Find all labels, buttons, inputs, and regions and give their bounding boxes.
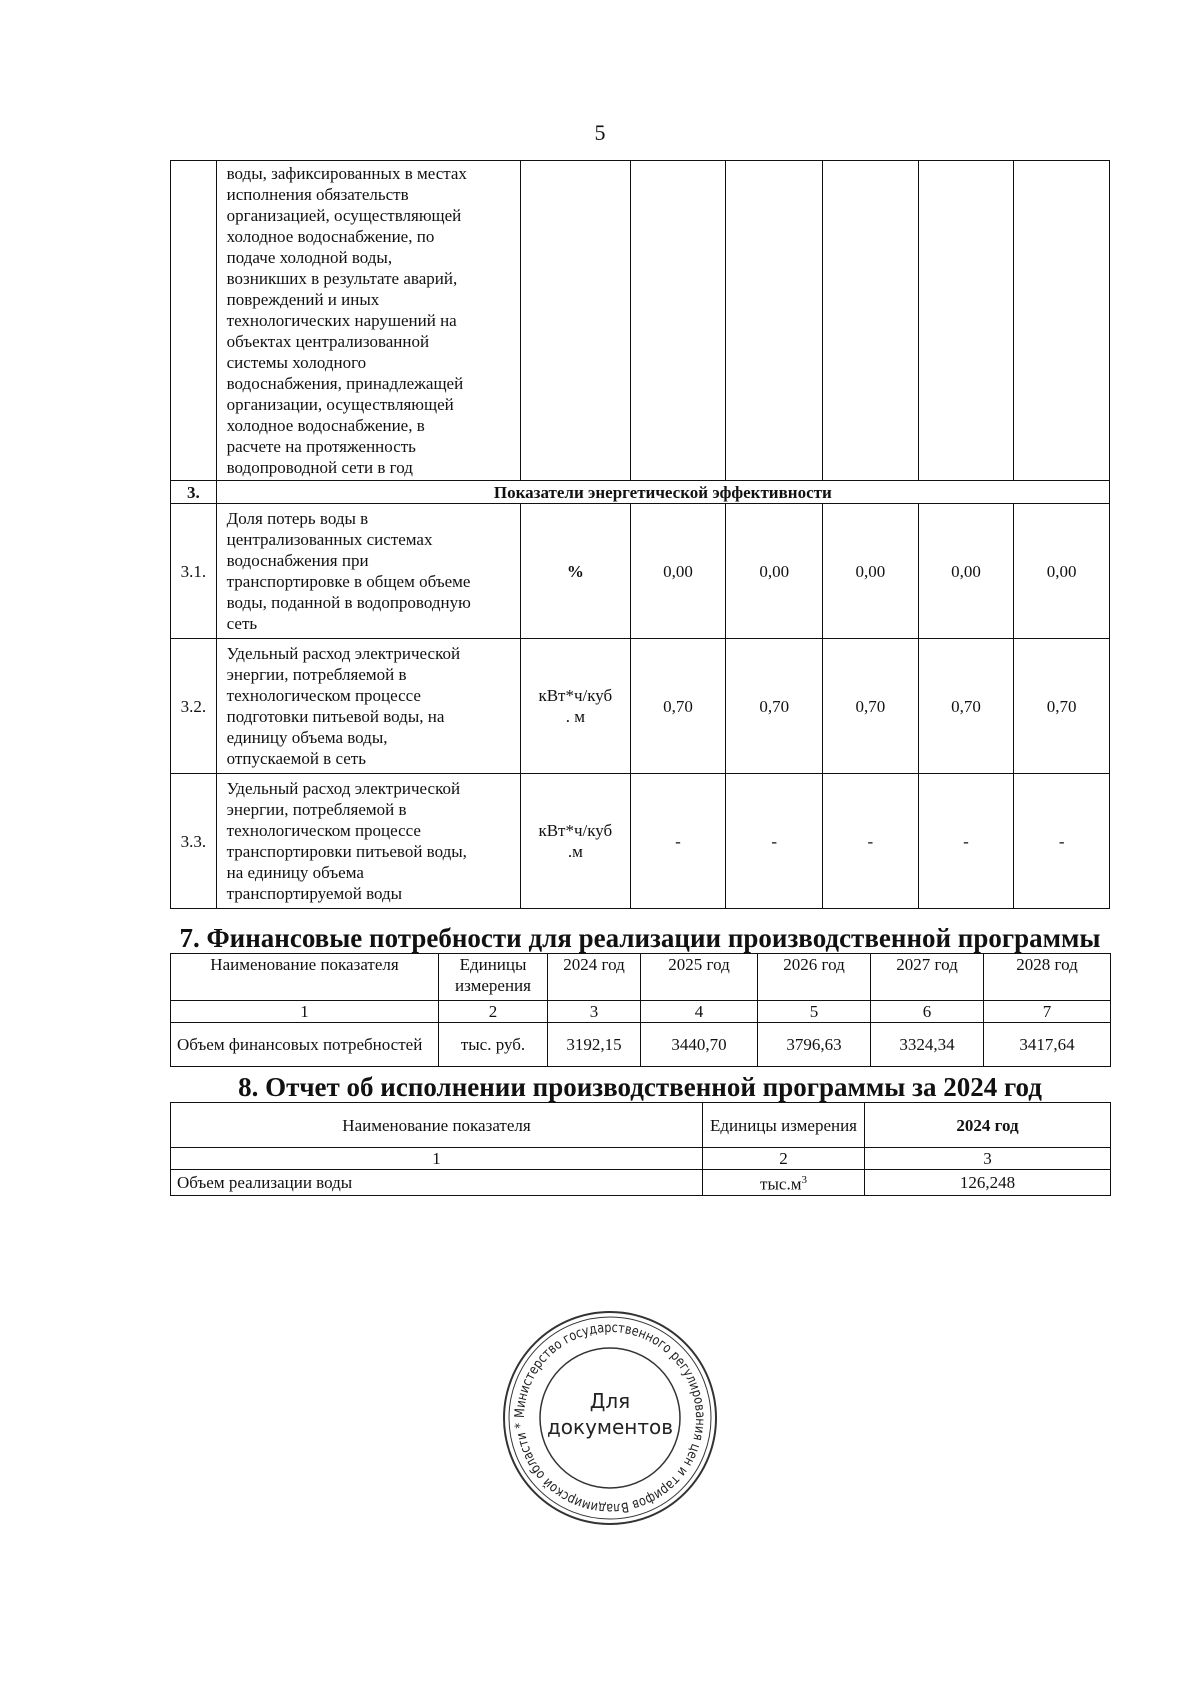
column-number: 6 — [871, 1001, 984, 1023]
line: транспортировки питьевой воды, — [226, 842, 467, 861]
header-cell: 2026 год — [758, 954, 871, 1001]
header-cell: Наименование показателя — [171, 954, 439, 1001]
column-number: 3 — [865, 1148, 1111, 1170]
header-cell: Наименование показателя — [171, 1103, 703, 1148]
line: холодное водоснабжение, по — [226, 227, 435, 246]
row-unit — [520, 639, 630, 774]
column-number: 3 — [548, 1001, 641, 1023]
column-number: 2 — [703, 1148, 865, 1170]
unit-line: % — [566, 561, 584, 581]
unit-line: кВт*ч/куб — [538, 821, 613, 840]
line: Доля потерь воды в — [226, 509, 369, 528]
row-number: 3.2. — [171, 639, 217, 774]
line: исполнения обязательств — [226, 185, 409, 204]
section-7-heading: 7. Финансовые потребности для реализации производственной программы — [179, 923, 1101, 953]
header-row — [171, 1103, 1111, 1148]
num-cell — [171, 161, 217, 481]
line: технологических нарушений на — [226, 311, 457, 330]
line: технологическом процессе — [226, 821, 421, 840]
row-description — [216, 774, 520, 909]
column-number: 5 — [758, 1001, 871, 1023]
unit-line: .м — [567, 842, 583, 861]
column-number-row — [171, 1001, 1111, 1023]
value-cell: 0,70 — [630, 639, 726, 774]
column-number: 2 — [439, 1001, 548, 1023]
value-cell: 0,70 — [918, 639, 1014, 774]
header-cell: 2027 год — [871, 954, 984, 1001]
seal-ring-text: Министерство государственного регулирования цен и тарифов Владимирской области * — [511, 1319, 709, 1517]
line: технологическом процессе — [226, 686, 421, 705]
line: водоснабжения, принадлежащей — [226, 374, 464, 393]
value-cell: - — [918, 774, 1014, 909]
header-cell: Единицы измерения — [703, 1103, 865, 1148]
line: энергии, потребляемой в — [226, 665, 407, 684]
value-cell: - — [726, 774, 823, 909]
line: сеть — [226, 614, 258, 633]
value-cell: - — [823, 774, 919, 909]
value-cell: 0,00 — [918, 504, 1014, 639]
column-number: 4 — [641, 1001, 758, 1023]
line: воды, поданной в водопроводную — [226, 593, 471, 612]
table-row — [171, 1023, 1111, 1067]
value-cell: 0,70 — [726, 639, 823, 774]
section-row — [171, 481, 1110, 504]
column-number: 1 — [171, 1001, 439, 1023]
line: централизованных системах — [226, 530, 433, 549]
value-cell — [726, 161, 823, 481]
indicators-table — [170, 160, 1110, 909]
value-cell: - — [1014, 774, 1110, 909]
program-report-table — [170, 1102, 1111, 1196]
unit-text: тыс.м — [760, 1174, 802, 1194]
header-cell: 2025 год — [641, 954, 758, 1001]
table-row — [171, 639, 1110, 774]
value-cell: 0,70 — [1014, 639, 1110, 774]
header-cell: 2024 год — [865, 1103, 1111, 1148]
row-unit — [520, 774, 630, 909]
value-cell — [1014, 161, 1110, 481]
row-unit: тыс. руб. — [439, 1023, 548, 1067]
row-description — [216, 639, 520, 774]
line: транспортируемой воды — [226, 884, 403, 903]
line: на единицу объема — [226, 863, 364, 882]
line: единицу объема воды, — [226, 728, 388, 747]
line: системы холодного — [226, 353, 367, 372]
line: подготовки питьевой воды, на — [226, 707, 445, 726]
value-cell: 0,00 — [630, 504, 726, 639]
row-description — [216, 504, 520, 639]
table-row — [171, 504, 1110, 639]
value-cell: 126,248 — [865, 1170, 1111, 1196]
value-cell: 0,70 — [823, 639, 919, 774]
column-number-row — [171, 1148, 1111, 1170]
value-cell: 3417,64 — [984, 1023, 1111, 1067]
header-cell: 2024 год — [548, 954, 641, 1001]
row-unit — [703, 1170, 865, 1196]
value-cell: 3796,63 — [758, 1023, 871, 1067]
page-number: 5 — [594, 120, 606, 145]
value-cell: 3440,70 — [641, 1023, 758, 1067]
line: водоснабжения при — [226, 551, 369, 570]
header-cell: 2028 год — [984, 954, 1111, 1001]
header-cell: Единицы измерения — [439, 954, 548, 1001]
row-name: Объем финансовых потребностей — [171, 1023, 439, 1067]
table-row — [171, 1170, 1111, 1196]
line: повреждений и иных — [226, 290, 380, 309]
column-number: 7 — [984, 1001, 1111, 1023]
line: холодное водоснабжение, в — [226, 416, 425, 435]
line: подаче холодной воды, — [226, 248, 393, 267]
value-cell: 3192,15 — [548, 1023, 641, 1067]
line: объектах централизованной — [226, 332, 430, 351]
seal-center-line: документов — [546, 1415, 674, 1439]
column-number: 1 — [171, 1148, 703, 1170]
seal-stamp — [500, 1308, 720, 1528]
value-cell: 0,00 — [823, 504, 919, 639]
line: организации, осуществляющей — [226, 395, 454, 414]
unit-line: . м — [565, 707, 585, 726]
row-number: 3.3. — [171, 774, 217, 909]
value-cell — [823, 161, 919, 481]
value-cell: - — [630, 774, 726, 909]
row-number: 3.1. — [171, 504, 217, 639]
seal-center-line: Для — [589, 1389, 631, 1413]
unit-line: кВт*ч/куб — [538, 686, 613, 705]
table-row — [171, 161, 1110, 481]
line: энергии, потребляемой в — [226, 800, 407, 819]
unit-superscript: 3 — [801, 1174, 807, 1186]
line: Удельный расход электрической — [226, 779, 461, 798]
continuation-description — [216, 161, 520, 481]
value-cell: 0,00 — [1014, 504, 1110, 639]
financial-needs-table — [170, 953, 1111, 1067]
line: организацией, осуществляющей — [226, 206, 462, 225]
line: водопроводной сети в год — [226, 458, 413, 477]
value-cell: 3324,34 — [871, 1023, 984, 1067]
row-unit — [520, 504, 630, 639]
header-row — [171, 954, 1111, 1001]
value-cell — [918, 161, 1014, 481]
line: расчете на протяженность — [226, 437, 416, 456]
line: транспортировке в общем объеме — [226, 572, 471, 591]
section-number: 3. — [171, 481, 217, 504]
unit-cell — [520, 161, 630, 481]
line: Удельный расход электрической — [226, 644, 461, 663]
value-cell — [630, 161, 726, 481]
row-name: Объем реализации воды — [171, 1170, 703, 1196]
value-cell: 0,00 — [726, 504, 823, 639]
line: воды, зафиксированных в местах — [226, 164, 467, 183]
section-8-heading: 8. Отчет об исполнении производственной программы за 2024 год — [238, 1072, 1042, 1102]
table-row — [171, 774, 1110, 909]
section-title: Показатели энергетической эффективности — [216, 481, 1109, 504]
line: возникших в результате аварий, — [226, 269, 458, 288]
line: отпускаемой в сеть — [226, 749, 366, 768]
